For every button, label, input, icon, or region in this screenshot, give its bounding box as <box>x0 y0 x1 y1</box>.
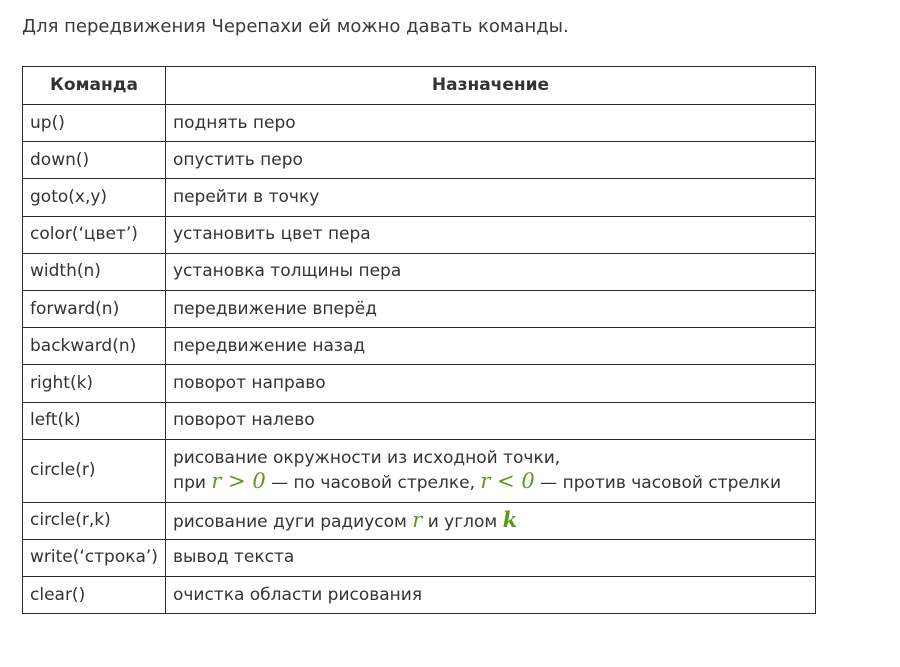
command-cell: width(n) <box>23 253 166 290</box>
table-row <box>23 577 816 614</box>
command-cell: backward(n) <box>23 328 166 365</box>
purpose-text: — против часовой стрелки <box>540 472 782 493</box>
math-expression: r < 0 <box>480 468 535 493</box>
math-variable: k <box>502 506 518 532</box>
purpose-cell: поворот направо <box>165 365 815 402</box>
intro-text: Для передвижения Черепахи ей можно давать команды. <box>22 16 569 37</box>
table-row <box>23 502 816 539</box>
command-cell: circle(r) <box>23 439 166 502</box>
purpose-cell: установить цвет пера <box>165 216 815 253</box>
purpose-cell: передвижение вперёд <box>165 290 815 327</box>
commands-table <box>22 66 816 614</box>
purpose-cell: поворот налево <box>165 402 815 439</box>
purpose-cell: очистка области рисования <box>165 577 815 614</box>
math-variable: r <box>412 507 423 532</box>
purpose-cell: поднять перо <box>165 105 815 142</box>
table-row <box>23 105 816 142</box>
table-row <box>23 328 816 365</box>
command-cell: forward(n) <box>23 290 166 327</box>
table-row <box>23 439 816 502</box>
purpose-cell: вывод текста <box>165 539 815 576</box>
purpose-text: — по часовой стрелке, <box>271 472 475 493</box>
command-cell: write(‘строка’) <box>23 539 166 576</box>
command-cell: goto(x,y) <box>23 179 166 216</box>
command-cell: up() <box>23 105 166 142</box>
purpose-cell <box>165 439 815 502</box>
command-cell: left(k) <box>23 402 166 439</box>
command-cell: circle(r,k) <box>23 502 166 539</box>
table-header-row <box>23 67 816 105</box>
table-row <box>23 142 816 179</box>
purpose-text: и углом <box>427 511 498 532</box>
table-row <box>23 365 816 402</box>
math-expression: r > 0 <box>211 468 266 493</box>
purpose-cell: опустить перо <box>165 142 815 179</box>
table-row <box>23 216 816 253</box>
table-row <box>23 179 816 216</box>
purpose-line-2 <box>173 470 808 495</box>
purpose-text: при <box>172 472 206 493</box>
column-header-command: Команда <box>23 67 166 105</box>
purpose-cell <box>165 502 815 539</box>
table-row <box>23 290 816 327</box>
purpose-cell: перейти в точку <box>165 179 815 216</box>
purpose-cell: передвижение назад <box>165 328 815 365</box>
table-row <box>23 539 816 576</box>
purpose-cell: установка толщины пера <box>165 253 815 290</box>
command-cell: color(‘цвет’) <box>23 216 166 253</box>
table-row <box>23 253 816 290</box>
command-cell: down() <box>23 142 166 179</box>
command-cell: right(k) <box>23 365 166 402</box>
table-row <box>23 402 816 439</box>
purpose-text: рисование дуги радиусом <box>172 511 407 532</box>
command-cell: clear() <box>23 577 166 614</box>
column-header-purpose: Назначение <box>165 67 815 105</box>
purpose-line-1: рисование окружности из исходной точки, <box>172 447 561 468</box>
